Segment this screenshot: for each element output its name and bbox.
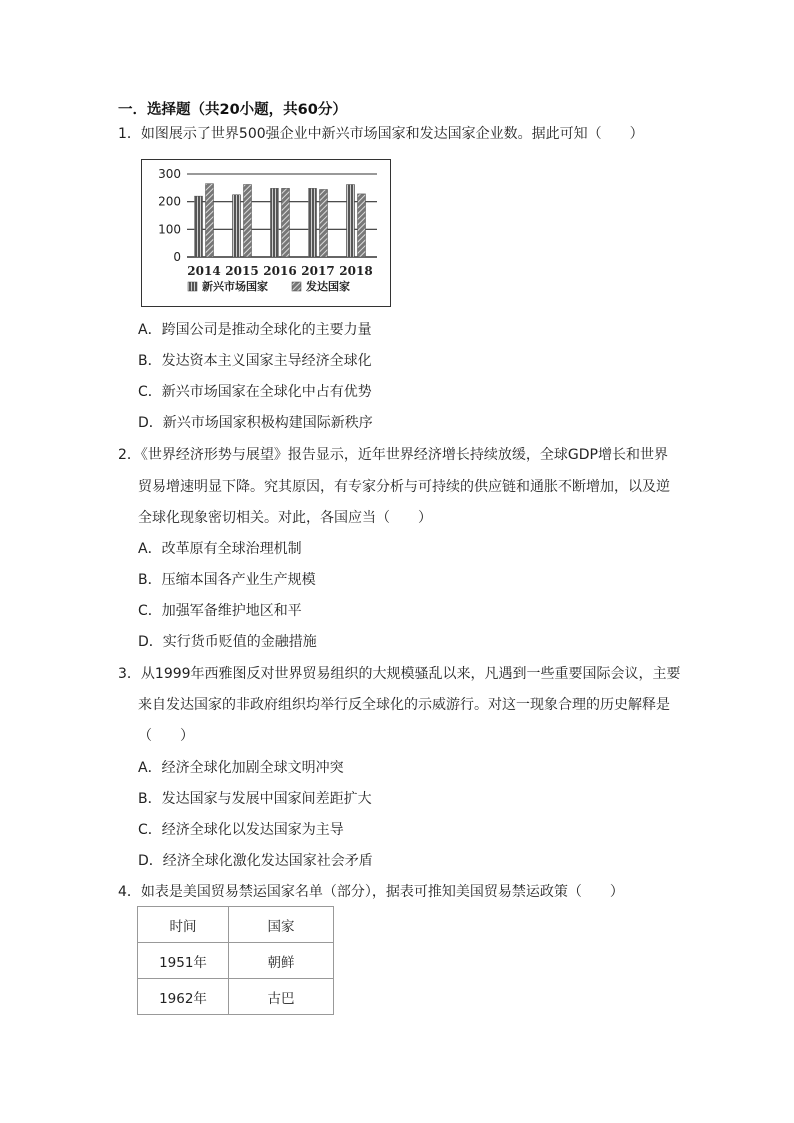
embargo-table — [137, 906, 334, 1015]
bar-chart — [141, 159, 391, 307]
x-tick-label: 2016 — [263, 264, 297, 278]
table-cell: 1962年 — [138, 979, 229, 1015]
question-3-line-3: （ ） — [138, 728, 194, 744]
question-2-line-2: 贸易增速明显下降。究其原因，有专家分析与可持续的供应链和通胀不断增加，以及逆 — [138, 479, 670, 495]
question-3-line-2: 来自发达国家的非政府组织均举行反全球化的示威游行。对这一现象合理的历史解释是 — [138, 697, 670, 713]
chart-svg — [142, 160, 392, 308]
table-header-cell: 国家 — [229, 907, 334, 943]
legend-label: 新兴市场国家 — [202, 280, 268, 293]
bar-developed — [244, 185, 252, 257]
bar-emerging — [195, 196, 203, 257]
q3-option-a: A．经济全球化加剧全球文明冲突 — [138, 760, 344, 776]
legend-swatch — [188, 282, 197, 291]
q1-option-d: D．新兴市场国家积极构建国际新秩序 — [138, 415, 373, 431]
bar-developed — [206, 184, 214, 257]
question-3-line-1: 3．从1999年西雅图反对世界贸易组织的大规模骚乱以来，凡遇到一些重要国际会议，主要 — [118, 666, 681, 682]
bar-emerging — [309, 188, 317, 257]
q2-option-c: C．加强军备维护地区和平 — [138, 603, 302, 619]
x-tick-label: 2015 — [225, 264, 259, 278]
y-tick-label: 200 — [158, 194, 181, 209]
q1-option-a: A．跨国公司是推动全球化的主要力量 — [138, 322, 372, 338]
q2-option-d: D．实行货币贬值的金融措施 — [138, 634, 317, 650]
table-cell: 1951年 — [138, 943, 229, 979]
x-tick-label: 2018 — [339, 264, 373, 278]
table-row — [138, 979, 334, 1015]
q3-option-d: D．经济全球化激化发达国家社会矛盾 — [138, 853, 373, 869]
bar-developed — [320, 189, 328, 257]
legend-label: 发达国家 — [306, 280, 350, 293]
bar-emerging — [271, 188, 279, 257]
question-1-text: 1．如图展示了世界500强企业中新兴市场国家和发达国家企业数。据此可知（ ） — [118, 126, 644, 142]
x-tick-label: 2017 — [301, 264, 335, 278]
y-tick-label: 0 — [173, 250, 181, 264]
bar-developed — [282, 188, 290, 257]
table-cell: 古巴 — [229, 979, 334, 1015]
question-4-text: 4．如表是美国贸易禁运国家名单（部分），据表可推知美国贸易禁运政策（ ） — [118, 884, 624, 900]
bar-emerging — [347, 185, 355, 257]
question-2-line-3: 全球化现象密切相关。对此，各国应当（ ） — [138, 510, 432, 526]
table-header-row — [138, 907, 334, 943]
y-tick-label: 100 — [158, 222, 181, 237]
q1-option-b: B．发达资本主义国家主导经济全球化 — [138, 353, 372, 369]
section-title: 一．选择题（共20小题，共60分） — [118, 102, 347, 118]
question-2-line-1: 2．《世界经济形势与展望》报告显示，近年世界经济增长持续放缓，全球GDP增长和世界 — [118, 447, 668, 463]
q1-option-c: C．新兴市场国家在全球化中占有优势 — [138, 384, 372, 400]
x-tick-label: 2014 — [187, 264, 221, 278]
q2-option-b: B．压缩本国各产业生产规模 — [138, 572, 316, 588]
bar-emerging — [233, 195, 241, 257]
q2-option-a: A．改革原有全球治理机制 — [138, 541, 302, 557]
bar-developed — [358, 194, 366, 257]
table-row — [138, 943, 334, 979]
q3-option-c: C．经济全球化以发达国家为主导 — [138, 822, 344, 838]
table-header-cell: 时间 — [138, 907, 229, 943]
table-cell: 朝鲜 — [229, 943, 334, 979]
y-tick-label: 300 — [158, 167, 181, 181]
legend-swatch — [292, 282, 301, 291]
q3-option-b: B．发达国家与发展中国家间差距扩大 — [138, 791, 372, 807]
